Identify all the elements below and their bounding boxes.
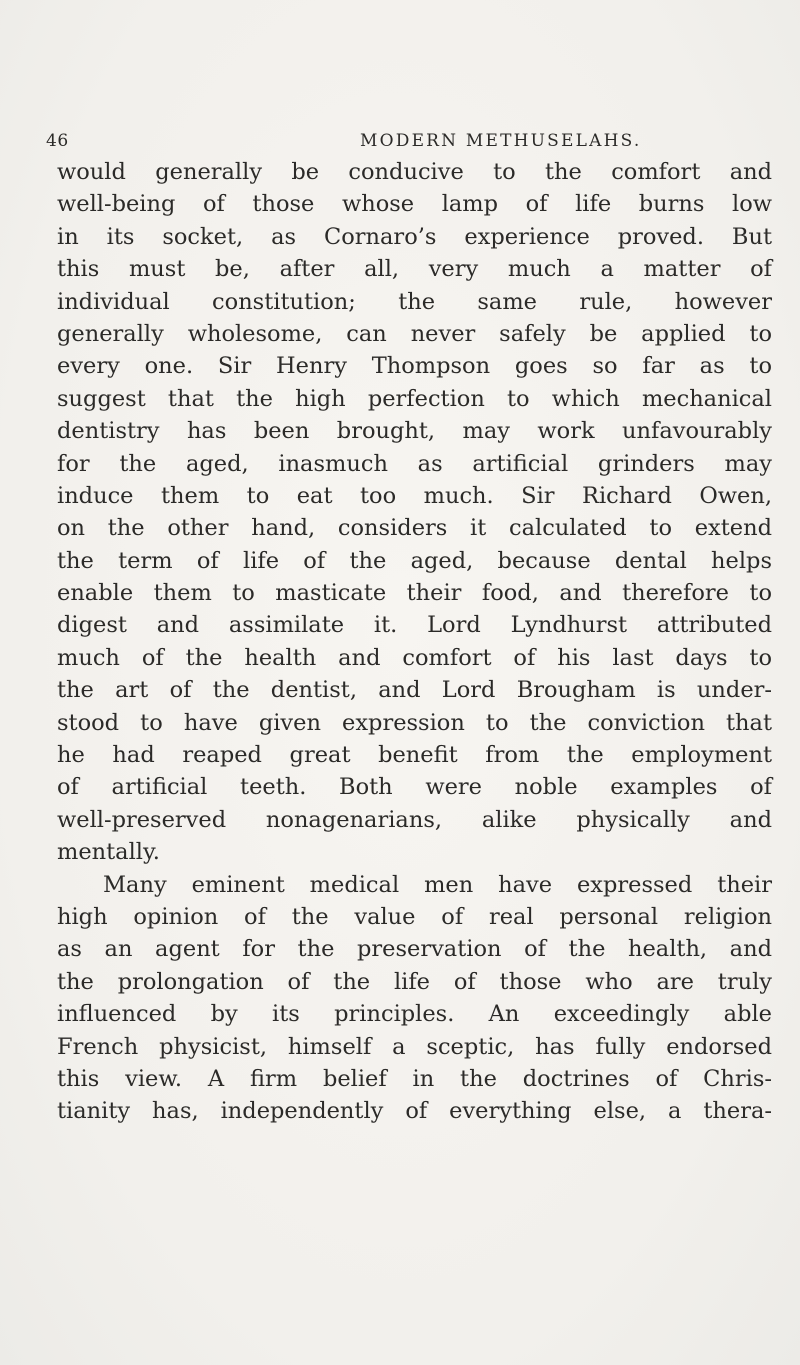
- text-line: this view. A firm belief in the doctrines of Chris-: [57, 1065, 772, 1092]
- text-line: the art of the dentist, and Lord Brougham is under-: [57, 677, 772, 704]
- text-line: the prolongation of the life of those who are truly: [57, 968, 772, 995]
- text-line: this must be, after all, very much a matter of: [57, 256, 772, 283]
- text-line: influenced by its principles. An exceedingly able: [57, 1001, 772, 1028]
- running-title: MODERN METHUSELAHS.: [360, 131, 642, 151]
- text-line: digest and assimilate it. Lord Lyndhurst attributed: [57, 612, 772, 639]
- text-line: well-being of those whose lamp of life burns low: [57, 191, 772, 218]
- text-line: as an agent for the preservation of the health, and: [57, 936, 772, 963]
- text-line: individual constitution; the same rule, however: [57, 288, 772, 315]
- paragraph-end-line: mentally.: [57, 839, 160, 866]
- text-line: high opinion of the value of real personal religion: [57, 903, 772, 930]
- text-line: the term of life of the aged, because dental helps: [57, 547, 772, 574]
- text-line: dentistry has been brought, may work unfavourably: [57, 418, 772, 445]
- text-line: he had reaped great benefit from the employment: [57, 742, 772, 769]
- text-line: in its socket, as Cornaro’s experience proved. But: [57, 223, 772, 250]
- text-line: induce them to eat too much. Sir Richard Owen,: [57, 482, 772, 509]
- text-line: on the other hand, considers it calculated to extend: [57, 515, 772, 542]
- paragraph-start-line: Many eminent medical men have expressed their: [103, 871, 772, 898]
- text-line: suggest that the high perfection to which mechanical: [57, 385, 772, 412]
- text-line: tianity has, independently of everything else, a thera-: [57, 1098, 772, 1125]
- text-line: stood to have given expression to the conviction that: [57, 709, 772, 736]
- text-line: would generally be conducive to the comfort and: [57, 159, 772, 185]
- text-line: generally wholesome, can never safely be applied to: [57, 320, 772, 347]
- text-line: well-preserved nonagenarians, alike physically and: [57, 806, 772, 833]
- body-text: [57, 156, 772, 1128]
- page-number: 46: [46, 131, 69, 151]
- text-line: much of the health and comfort of his last days to: [57, 644, 772, 671]
- text-line: every one. Sir Henry Thompson goes so far as to: [57, 353, 772, 380]
- text-line: enable them to masticate their food, and therefore to: [57, 580, 772, 607]
- text-line: for the aged, inasmuch as artificial grinders may: [57, 450, 772, 477]
- text-line: of artificial teeth. Both were noble examples of: [57, 774, 772, 801]
- text-line: French physicist, himself a sceptic, has fully endorsed: [57, 1033, 772, 1060]
